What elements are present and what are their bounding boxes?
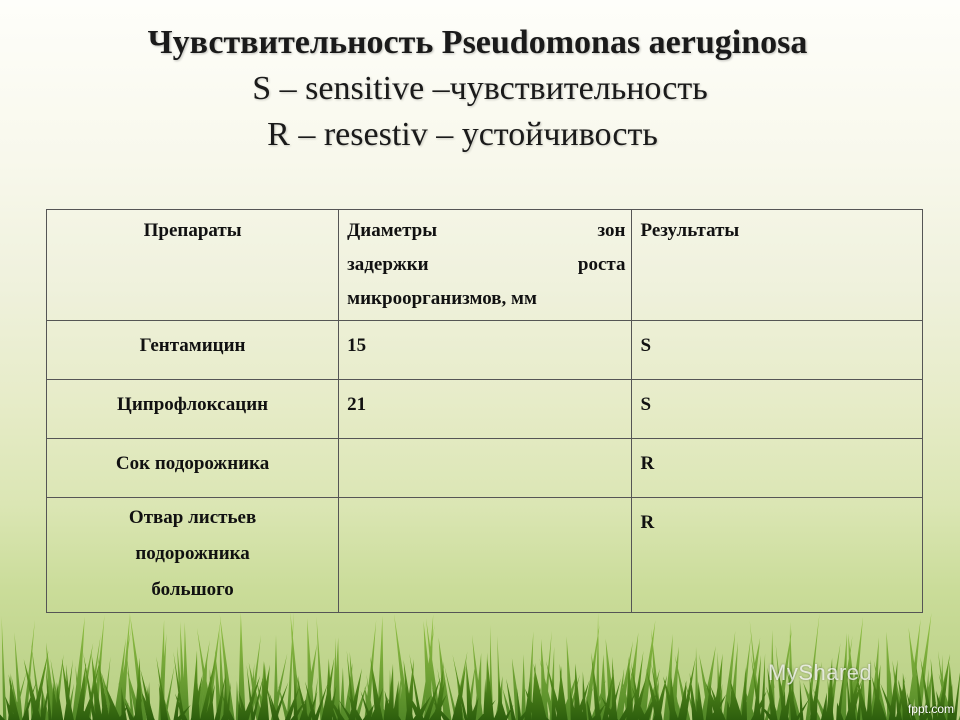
cell-drug: Ципрофлоксацин bbox=[47, 380, 339, 439]
cell-result: S bbox=[632, 380, 923, 439]
results-table bbox=[46, 209, 923, 613]
cell-diameter bbox=[339, 439, 632, 498]
cell-drug-line2: подорожника bbox=[135, 543, 250, 564]
header-preparations: Препараты bbox=[47, 210, 339, 321]
cell-result: R bbox=[632, 439, 923, 498]
cell-diameter: 21 bbox=[339, 380, 632, 439]
table-row bbox=[47, 380, 923, 439]
header-diameter-word5: микроорганизмов, мм bbox=[347, 288, 537, 309]
header-diameter bbox=[339, 210, 632, 321]
header-diameter-word3: задержки bbox=[347, 254, 429, 275]
cell-drug: Гентамицин bbox=[47, 321, 339, 380]
table-row bbox=[47, 321, 923, 380]
slide-title: Чувствительность Pseudomonas aeruginosa bbox=[147, 24, 808, 61]
watermark-logo: MyShared bbox=[768, 660, 873, 685]
grass-decoration bbox=[0, 580, 960, 720]
header-diameter-word2: зон bbox=[597, 220, 626, 241]
cell-diameter: 15 bbox=[339, 321, 632, 380]
header-diameter-word1: Диаметры bbox=[347, 220, 438, 241]
table-header-row bbox=[47, 210, 923, 321]
header-results: Результаты bbox=[632, 210, 923, 321]
cell-drug-line3: большого bbox=[151, 579, 234, 600]
table-row bbox=[47, 439, 923, 498]
slide-title-block bbox=[0, 20, 960, 158]
header-diameter-word4: роста bbox=[577, 254, 626, 275]
slide-subtitle-sensitive: S – sensitive –чувствительность bbox=[252, 70, 708, 107]
cell-drug: Сок подорожника bbox=[47, 439, 339, 498]
cell-result: R bbox=[632, 498, 923, 613]
slide-subtitle-resistant: R – resestiv – устойчивость bbox=[267, 116, 658, 153]
footer-url: fppt.com bbox=[907, 702, 954, 716]
cell-drug-line1: Отвар листьев bbox=[128, 507, 257, 528]
cell-result: S bbox=[632, 321, 923, 380]
